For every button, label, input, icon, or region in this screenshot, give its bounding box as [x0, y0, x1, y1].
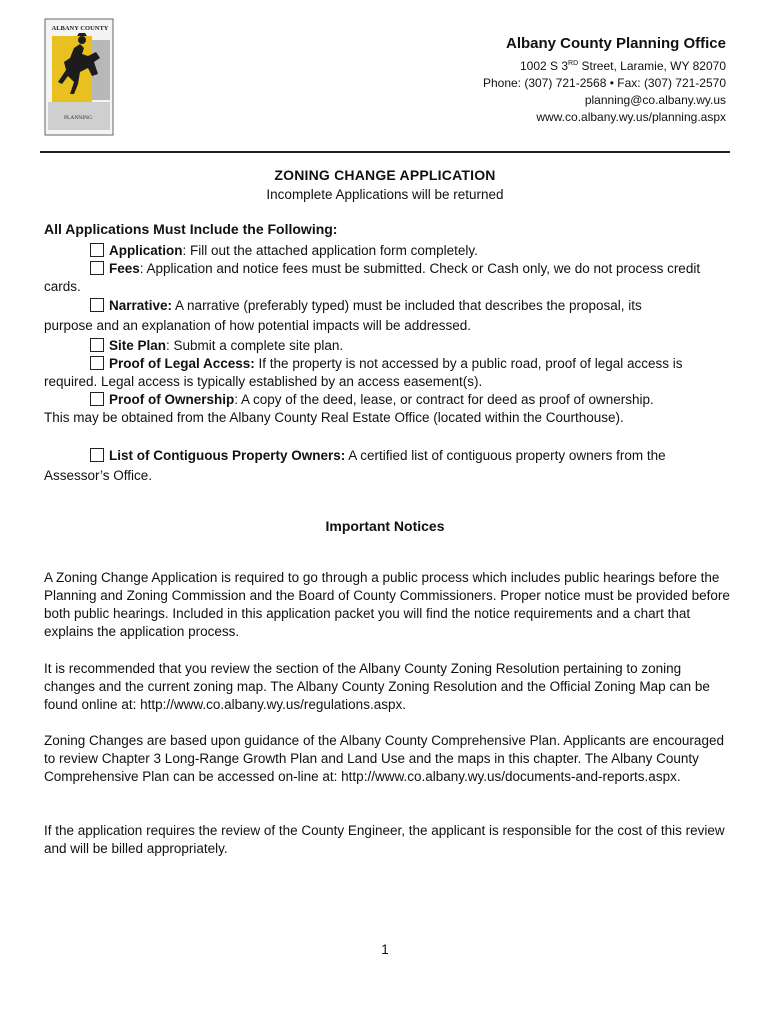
notice-paragraph-4: If the application requires the review of the County Engineer, the applicant is responsible for the cost of this review and will be billed appropriately.: [44, 823, 725, 856]
office-address: 1002 S 3RD Street, Laramie, WY 82070: [519, 59, 726, 73]
checkbox-narrative[interactable]: [90, 298, 104, 312]
requirement-item-application: Application: Fill out the attached application form completely.: [90, 242, 730, 260]
notice-paragraph-1: A Zoning Change Application is required to go through a public process which includes public hearings before the Planning and Zoning Commission and the Board of County Commissioners. Proper notice must be provided before both public hearings. Included in this application packet you will find the notice requirements and a chart that explains the application process.: [44, 570, 730, 639]
checkbox-legal-access[interactable]: [90, 356, 104, 370]
checkbox-fees[interactable]: [90, 261, 104, 275]
requirement-item-ownership: Proof of Ownership: A copy of the deed, lease, or contract for deed as proof of ownership. This may be obtained from the Albany County Real Estate Office (located within the Courthouse).: [44, 392, 654, 425]
office-phone-fax: Phone: (307) 721-2568 • Fax: (307) 721-2570: [482, 76, 726, 90]
document-title-block: [0, 165, 770, 204]
checkbox-site-plan[interactable]: [90, 338, 104, 352]
document-title: ZONING CHANGE APPLICATION: [274, 167, 496, 183]
requirement-item-contiguous-owners: List of Contiguous Property Owners: A certified list of contiguous property owners from the Assessor’s Office.: [44, 448, 666, 483]
important-notices-heading: Important Notices: [325, 518, 445, 534]
notice-paragraph-2: It is recommended that you review the section of the Albany County Zoning Resolution pertaining to zoning changes and the current zoning map. The Albany County Zoning Resolution and the Official Zoning Map can be found online at: http://www.co.albany.wy.us/regulations.aspx.: [44, 661, 710, 712]
page-number: 1: [381, 942, 389, 957]
header-divider: [40, 151, 730, 153]
requirement-item-narrative: Narrative: A narrative (preferably typed) must be included that describes the proposal, its purpose and an explanation of how potential impacts will be addressed.: [44, 298, 642, 333]
office-name: Albany County Planning Office: [505, 35, 726, 52]
requirements-heading: All Applications Must Include the Following:: [44, 221, 338, 237]
office-email[interactable]: planning@co.albany.wy.us: [584, 93, 726, 107]
checkbox-contiguous-owners[interactable]: [90, 448, 104, 462]
requirement-item-legal-access: Proof of Legal Access: If the property is not accessed by a public road, proof of legal access is required. Legal access is typically established by an access easement(s).: [44, 356, 683, 389]
requirement-item-fees: Fees: Application and notice fees must be submitted. Check or Cash only, we do not process credit cards.: [44, 261, 701, 294]
requirement-item-site-plan: Site Plan: Submit a complete site plan.: [90, 337, 730, 355]
bucking-horse-logo-icon: [44, 18, 114, 136]
document-subtitle: Incomplete Applications will be returned: [266, 187, 504, 202]
notice-paragraph-3: Zoning Changes are based upon guidance of the Albany County Comprehensive Plan. Applicants are encouraged to review Chapter 3 Long-Range Growth Plan and Land Use and the maps in this chapter. The Albany County Comprehensive Plan can be accessed on-line at: http://www.co.albany.wy.us/documents-and-reports.aspx.: [44, 733, 724, 784]
logo-arc-text: ALBANY COUNTY: [51, 25, 109, 32]
checkbox-application[interactable]: [90, 243, 104, 257]
checkbox-ownership[interactable]: [90, 392, 104, 406]
office-website[interactable]: www.co.albany.wy.us/planning.aspx: [536, 110, 726, 124]
logo-sub-text: PLANNING: [63, 115, 93, 121]
office-contact-block: [483, 34, 726, 126]
albany-county-planning-logo: [44, 18, 114, 136]
